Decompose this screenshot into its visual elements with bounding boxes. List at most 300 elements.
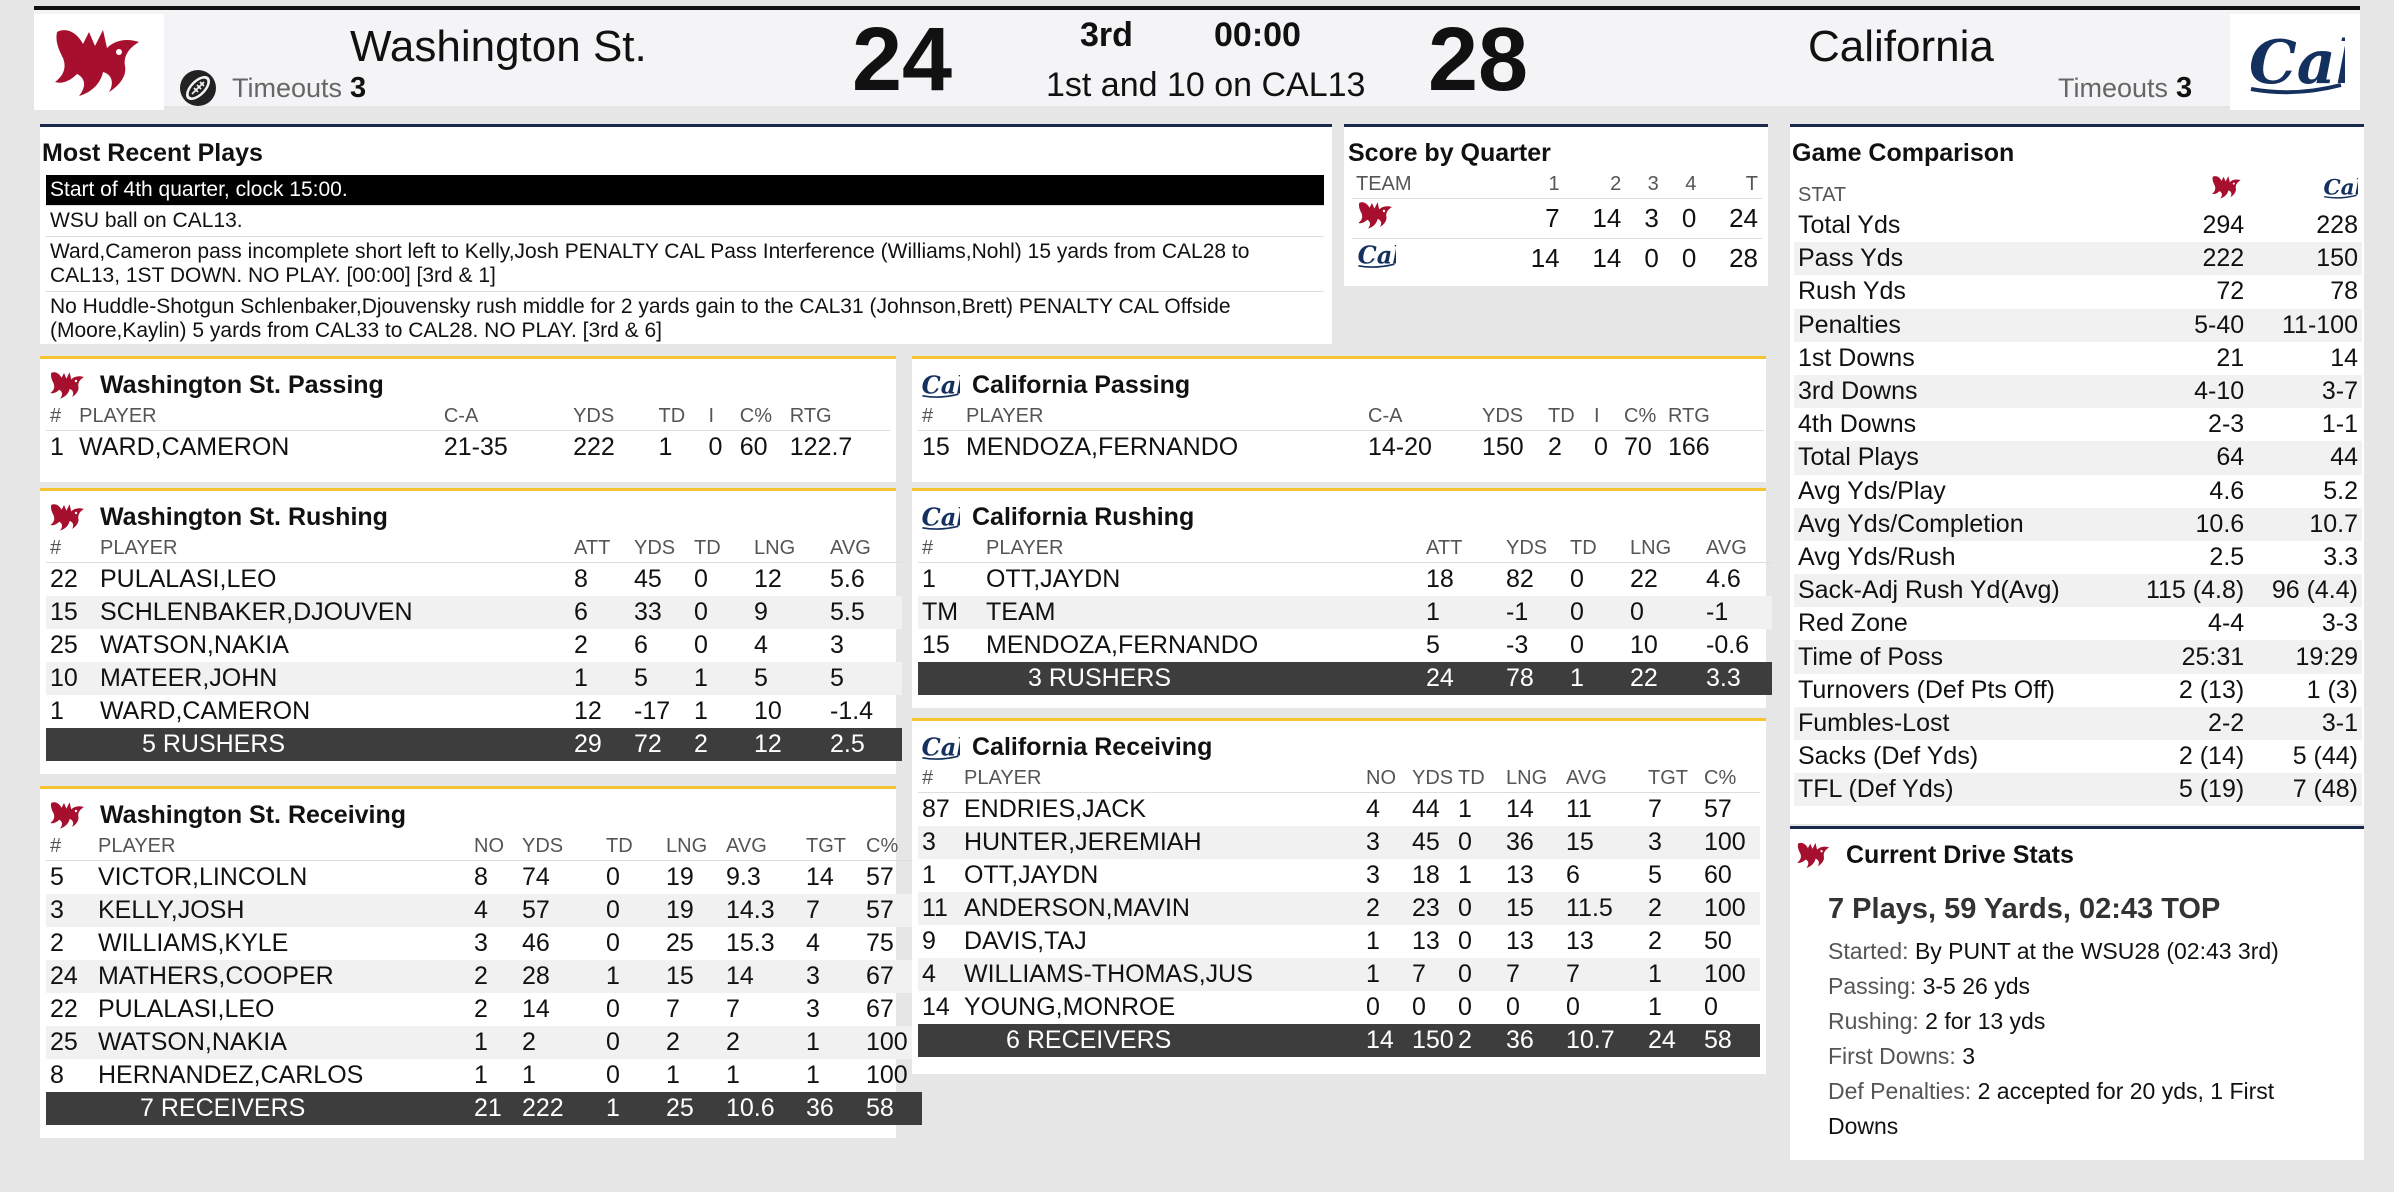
col-yds[interactable]: YDS (1506, 537, 1548, 559)
stat-cell: 4 (1366, 794, 1380, 823)
stat-cell: 1 (470, 1026, 518, 1059)
player-name[interactable]: PULALASI,LEO (100, 564, 277, 593)
stat-cell: 24 (46, 960, 94, 993)
stat-cell: 1 (474, 1060, 488, 1089)
cal-rushing-table (918, 535, 1772, 695)
stat-cell: -1 (1702, 596, 1772, 629)
stat-cell: 74 (522, 862, 550, 891)
player-name[interactable]: WARD,CAMERON (100, 696, 311, 725)
stat-cell: 60 (1704, 860, 1732, 889)
stat-cell: 15 (922, 630, 950, 659)
stat-cell: 15 (1562, 826, 1644, 859)
drive-passing: Passing: 3-5 26 yds (1828, 973, 2031, 999)
cal-stat-value: 150 (2248, 242, 2362, 275)
table-row (46, 894, 922, 927)
stat-cell: 0 (1454, 892, 1502, 925)
stat-cell: 5 (630, 662, 690, 695)
col-lng[interactable]: LNG (1630, 537, 1672, 559)
total-cell: 72 (630, 728, 690, 761)
player-name[interactable]: YOUNG,MONROE (964, 992, 1176, 1021)
col-q2: 2 (1610, 173, 1622, 195)
stat-cell: 0 (1454, 958, 1502, 991)
play-item[interactable]: Start of 4th quarter, clock 15:00. (46, 175, 1324, 206)
wsu-stat-value: 4-4 (2208, 609, 2245, 638)
col-rtg[interactable]: RTG (1668, 405, 1710, 427)
stat-cell: 7 (802, 894, 862, 927)
col-att[interactable]: ATT (574, 537, 611, 559)
col-[interactable]: # (50, 835, 62, 857)
stat-cell: 5 (1426, 630, 1440, 659)
stat-cell: 8 (50, 1060, 64, 1089)
stat-cell: 0 (602, 1026, 662, 1059)
player-name[interactable]: WARD,CAMERON (79, 432, 290, 461)
player-name[interactable]: OTT,JAYDN (986, 564, 1121, 593)
col-tgt[interactable]: TGT (1648, 767, 1688, 789)
stat-label: 4th Downs (1798, 410, 1917, 439)
drive-first-downs: First Downs: 3 (1828, 1043, 1975, 1069)
player-name[interactable]: WILLIAMS-THOMAS,JUS (960, 958, 1362, 991)
total-cell: 12 (750, 728, 826, 761)
stat-cell: 67 (866, 994, 894, 1023)
player-name[interactable]: TEAM (982, 596, 1422, 629)
stat-cell: 4 (470, 894, 518, 927)
player-name[interactable]: HUNTER,JEREMIAH (960, 826, 1362, 859)
stat-cell: 2 (1548, 432, 1562, 461)
stat-cell: 15 (46, 596, 96, 629)
wsu-stat-value: 5 (19) (2120, 773, 2248, 806)
stat-cell: 3 (1362, 826, 1408, 859)
comparison-row (1794, 740, 2362, 773)
wsu-passing-panel (40, 356, 896, 482)
stat-cell: 1 (1458, 794, 1472, 823)
col-yds[interactable]: YDS (1412, 767, 1454, 789)
wsu-logo-icon (48, 499, 88, 535)
stat-cell: 4 (754, 630, 768, 659)
stat-cell: 11 (1566, 794, 1592, 823)
table-row (918, 925, 1760, 958)
stat-cell: 5.5 (826, 596, 902, 629)
stat-cell: 0 (606, 862, 620, 891)
stat-label: Fumbles-Lost (1794, 707, 2120, 740)
stat-cell: 0 (606, 1060, 620, 1089)
cal-stat-value: 78 (2330, 277, 2358, 306)
stat-cell: 100 (1700, 958, 1760, 991)
drive-started: Started: By PUNT at the WSU28 (02:43 3rd) (1828, 938, 2279, 964)
comparison-row (1794, 441, 2362, 474)
player-name[interactable]: MENDOZA,FERNANDO (986, 630, 1259, 659)
col-att[interactable]: ATT (1426, 537, 1463, 559)
player-name[interactable]: WATSON,NAKIA (100, 630, 289, 659)
total-cell: 5 RUSHERS (96, 728, 570, 761)
stat-label: Sacks (Def Yds) (1798, 742, 1979, 771)
stat-cell: 19 (666, 862, 694, 891)
total-cell: 58 (1700, 1024, 1760, 1057)
total-cell: 2 (1454, 1024, 1502, 1057)
total-cell: 21 (470, 1092, 518, 1125)
stat-label: 3rd Downs (1794, 375, 2120, 408)
score-by-quarter-title: Score by Quarter (1348, 138, 1551, 167)
totals-row (46, 728, 902, 761)
stat-cell: 19 (662, 894, 722, 927)
stat-cell: 11.5 (1562, 892, 1644, 925)
cal-rushing-title: California Rushing (912, 491, 1766, 535)
stat-cell: 6 (634, 630, 648, 659)
stat-cell: 2 (1362, 892, 1408, 925)
total-cell: 3.3 (1702, 662, 1772, 695)
table-row (46, 596, 902, 629)
col-c[interactable]: C% (739, 405, 772, 427)
col-yds[interactable]: YDS (573, 405, 615, 427)
stat-cell: 2 (1648, 926, 1662, 955)
stat-cell: 10 (754, 696, 782, 725)
col-[interactable]: # (50, 405, 62, 427)
wsu-receiving-panel (40, 786, 908, 1138)
stat-cell: 100 (1700, 892, 1760, 925)
wsu-logo-icon (1794, 837, 1834, 873)
player-name[interactable]: DAVIS,TAJ (964, 926, 1087, 955)
stat-cell: 14 (522, 994, 550, 1023)
total-cell: 2 (690, 728, 750, 761)
comparison-row (1794, 242, 2362, 275)
col-player[interactable]: PLAYER (986, 537, 1064, 559)
cal-passing-title: California Passing (912, 359, 1766, 403)
wsu-rushing-title: Washington St. Rushing (40, 491, 896, 535)
stat-cell: 9 (922, 926, 936, 955)
col-td[interactable]: TD (606, 835, 633, 857)
col-c[interactable]: C% (866, 835, 899, 857)
stat-cell: 57 (518, 894, 602, 927)
table-row (918, 563, 1772, 596)
col-[interactable]: # (922, 767, 934, 789)
stat-cell: 0 (606, 994, 620, 1023)
cal-stat-value: 3.3 (2323, 542, 2358, 571)
stat-label: 1st Downs (1798, 343, 1915, 372)
col-[interactable]: # (922, 405, 934, 427)
away-team-name: California (1808, 22, 1994, 71)
stat-cell: 1 (1422, 596, 1502, 629)
comparison-row (1794, 275, 2362, 308)
stat-cell: 5 (826, 662, 902, 695)
player-name[interactable]: KELLY,JOSH (94, 894, 470, 927)
stat-cell: 6 (1566, 860, 1580, 889)
stat-cell: 0 (690, 596, 750, 629)
col-tgt[interactable]: TGT (806, 835, 846, 857)
col-player[interactable]: PLAYER (966, 405, 1044, 427)
col-i[interactable]: I (708, 405, 715, 427)
cal-stat-value: 3-3 (2321, 609, 2358, 638)
table-row (46, 431, 890, 464)
play-item[interactable]: No Huddle-Shotgun Schlenbaker,Djouvensky rush middle for 2 yards gain to the CAL31 (Johnson,Brett) PENALTY CAL Offside (Moore,Kaylin) 5 yards from CAL33 to CAL28. NO PLAY. [3rd & 6] (50, 295, 1231, 342)
stat-cell: 70 (1624, 432, 1652, 461)
col-td[interactable]: TD (1548, 405, 1575, 427)
stat-cell: 57 (866, 862, 894, 891)
total-cell (918, 662, 982, 695)
drive-summary: 7 Plays, 59 Yards, 02:43 TOP (1828, 893, 2221, 925)
stat-cell: 6 (570, 596, 630, 629)
score-by-quarter-panel (1344, 124, 1768, 286)
col-player[interactable]: PLAYER (100, 537, 178, 559)
stat-cell: 7 (1648, 794, 1662, 823)
drive-rushing: Rushing: 2 for 13 yds (1828, 1008, 2046, 1034)
wsu-stat-value: 5-40 (2120, 309, 2248, 342)
col-td[interactable]: TD (694, 537, 721, 559)
player-name[interactable]: OTT,JAYDN (964, 860, 1099, 889)
wsu-logo-icon (48, 367, 88, 403)
total-cell (918, 1024, 960, 1057)
stat-cell: -3 (1506, 630, 1529, 659)
stat-cell: 0 (1566, 992, 1580, 1021)
stat-cell: 1 (922, 860, 936, 889)
col-player[interactable]: PLAYER (98, 835, 176, 857)
stat-cell: 8 (574, 564, 588, 593)
stat-cell: 14 (922, 992, 950, 1021)
stat-cell: 1 (50, 696, 64, 725)
col-lng[interactable]: LNG (1506, 767, 1548, 789)
stat-cell: 3 (1366, 860, 1380, 889)
stat-cell: 57 (1704, 794, 1732, 823)
table-row (46, 1026, 922, 1059)
col-yds[interactable]: YDS (634, 537, 676, 559)
stat-cell: 0 (708, 432, 723, 461)
col-i[interactable]: I (1594, 405, 1600, 427)
cal-passing-table (918, 403, 1764, 464)
stat-cell: 1 (570, 662, 630, 695)
stat-cell: 8 (474, 862, 488, 891)
player-name[interactable]: MATEER,JOHN (96, 662, 570, 695)
wsu-stat-value: 64 (2120, 441, 2248, 474)
total-cell: 7 RECEIVERS (94, 1092, 470, 1125)
stat-cell: 5 (50, 862, 64, 891)
total-cell: 14 (1362, 1024, 1408, 1057)
cal-stat-value: 96 (4.4) (2248, 574, 2362, 607)
col-avg[interactable]: AVG (830, 537, 871, 559)
table-row (46, 695, 902, 728)
col-[interactable]: # (50, 537, 62, 559)
stat-cell: 0 (1570, 630, 1584, 659)
stat-cell: TM (918, 596, 982, 629)
cal-logo-icon (920, 367, 960, 403)
wsu-stat-value: 25:31 (2120, 640, 2248, 673)
col-avg[interactable]: AVG (1706, 537, 1747, 559)
col-td[interactable]: TD (1570, 537, 1597, 559)
stat-cell: 2 (574, 630, 588, 659)
stat-cell: 14 (722, 960, 802, 993)
player-name[interactable]: WILLIAMS,KYLE (98, 928, 289, 957)
stat-cell: 1 (50, 432, 64, 461)
cal-logo-icon (2230, 14, 2360, 110)
wsu-stat-value: 2 (14) (2178, 742, 2245, 771)
stat-cell: 18 (1426, 564, 1454, 593)
total-cell: 3 RUSHERS (982, 662, 1422, 695)
stat-cell: 1 (726, 1060, 740, 1089)
stat-cell: 22 (1630, 564, 1658, 593)
stat-cell: 0 (1704, 992, 1718, 1021)
home-score: 24 (852, 10, 953, 110)
col-c[interactable]: C% (1624, 405, 1657, 427)
col-lng[interactable]: LNG (754, 537, 796, 559)
stat-cell: 50 (1704, 926, 1732, 955)
stat-cell: 12 (754, 564, 782, 593)
col-[interactable]: # (922, 537, 934, 559)
wsu-stat-value: 4-10 (2120, 375, 2248, 408)
comparison-row (1794, 773, 2362, 806)
stat-label: Total Plays (1794, 441, 2120, 474)
stat-cell: 25 (46, 1026, 94, 1059)
score-by-quarter-table (1352, 171, 1762, 279)
cal-stat-value: 1-1 (2321, 410, 2358, 439)
stat-cell: 13 (1412, 926, 1440, 955)
col-no[interactable]: NO (1366, 767, 1396, 789)
stat-cell: 0 (1506, 992, 1520, 1021)
total-cell: 25 (662, 1092, 722, 1125)
col-rtg[interactable]: RTG (789, 405, 832, 427)
football-possession-icon (178, 68, 218, 108)
total-cell: 36 (802, 1092, 862, 1125)
stat-cell: 36 (1502, 826, 1562, 859)
stat-cell: 0 (694, 564, 708, 593)
stat-cell: 1 (602, 960, 662, 993)
col-q3: 3 (1647, 173, 1659, 195)
wsu-stat-value: 10.6 (2120, 508, 2248, 541)
col-ca[interactable]: C-A (1368, 405, 1403, 427)
stat-cell: 11 (918, 892, 960, 925)
col-q4: 4 (1685, 173, 1697, 195)
stat-cell: 28 (518, 960, 602, 993)
comparison-row (1794, 607, 2362, 640)
stat-cell: 2 (1644, 892, 1700, 925)
player-name[interactable]: VICTOR,LINCOLN (98, 862, 308, 891)
total-cell: 24 (1644, 1024, 1700, 1057)
col-td[interactable]: TD (658, 405, 686, 427)
player-name[interactable]: SCHLENBAKER,DJOUVEN (96, 596, 570, 629)
player-name[interactable]: WATSON,NAKIA (94, 1026, 470, 1059)
stat-cell: 67 (862, 960, 922, 993)
stat-cell: 2 (722, 1026, 802, 1059)
col-yds[interactable]: YDS (1482, 405, 1524, 427)
cal-stat-value: 3-7 (2248, 375, 2362, 408)
cal-logo-icon (920, 729, 960, 765)
total-cell: 58 (862, 1092, 922, 1125)
table-row (46, 629, 902, 662)
stat-cell: 15.3 (726, 928, 775, 957)
cal-rushing-panel (912, 488, 1766, 708)
current-drive-title: Current Drive Stats (1790, 829, 2364, 873)
play-item[interactable]: WSU ball on CAL13. (46, 206, 1324, 237)
table-row (46, 927, 922, 960)
stat-label: TFL (Def Yds) (1794, 773, 2120, 806)
stat-cell: 1 (1366, 926, 1380, 955)
stat-cell: 14 (1506, 794, 1534, 823)
stat-cell: 222 (573, 432, 615, 461)
player-name[interactable]: MATHERS,COOPER (94, 960, 470, 993)
game-clock: 00:00 (1214, 16, 1301, 54)
total-cell: 78 (1502, 662, 1566, 695)
cal-stat-value: 11-100 (2248, 309, 2362, 342)
stat-label: Turnovers (Def Pts Off) (1798, 675, 2056, 704)
stat-cell: 100 (862, 1026, 922, 1059)
stat-cell: 22 (50, 564, 78, 593)
total-cell (46, 728, 96, 761)
col-lng[interactable]: LNG (666, 835, 708, 857)
col-td[interactable]: TD (1458, 767, 1485, 789)
comparison-row (1794, 342, 2362, 375)
scoreboard (34, 6, 2360, 110)
stat-cell: 3 (474, 928, 488, 957)
cal-logo-icon (920, 499, 960, 535)
stat-cell: 15 (1502, 892, 1562, 925)
player-name[interactable]: ANDERSON,MAVIN (960, 892, 1362, 925)
player-name[interactable]: HERNANDEZ,CARLOS (98, 1060, 364, 1089)
col-q1: 1 (1548, 173, 1560, 195)
recent-plays-panel (40, 124, 1332, 344)
table-row (918, 793, 1760, 826)
table-row (918, 596, 1772, 629)
table-row (918, 859, 1760, 892)
total-cell: 6 RECEIVERS (960, 1024, 1362, 1057)
total-cell (46, 1092, 94, 1125)
wsu-stat-value: 21 (2216, 343, 2245, 372)
comparison-row (1794, 541, 2362, 574)
col-no[interactable]: NO (474, 835, 504, 857)
player-name[interactable]: PULALASI,LEO (98, 994, 275, 1023)
stat-cell: 122.7 (789, 432, 853, 461)
stat-cell: 33 (630, 596, 690, 629)
table-row: 7 14 3 0 24 (1352, 199, 1762, 239)
cal-receiving-panel (912, 718, 1766, 1074)
cal-stat-value: 10.7 (2248, 508, 2362, 541)
wsu-stat-value: 4.6 (2209, 476, 2245, 505)
col-player[interactable]: PLAYER (964, 767, 1042, 789)
stat-cell: 45 (634, 564, 662, 593)
stat-cell: 2 (474, 994, 488, 1023)
stat-cell: 0 (1566, 596, 1626, 629)
stat-label: Sack-Adj Rush Yd(Avg) (1794, 574, 2120, 607)
stat-cell: 0 (1570, 564, 1584, 593)
stat-cell: 46 (522, 928, 550, 957)
wsu-stat-value: 2-2 (2120, 707, 2248, 740)
stat-cell: 9.3 (726, 862, 761, 891)
totals-row (918, 1024, 1760, 1057)
col-avg[interactable]: AVG (726, 835, 767, 857)
table-row (46, 993, 922, 1026)
stat-cell: 45 (1408, 826, 1454, 859)
col-ca[interactable]: C-A (443, 405, 479, 427)
player-name[interactable]: MENDOZA,FERNANDO (966, 432, 1239, 461)
col-yds[interactable]: YDS (522, 835, 564, 857)
stat-cell: 10 (46, 662, 96, 695)
player-name[interactable]: ENDRIES,JACK (964, 794, 1146, 823)
cal-logo-icon (2248, 171, 2362, 209)
comparison-row (1794, 408, 2362, 441)
stat-cell: 3 (802, 960, 862, 993)
stat-cell: 18 (1412, 860, 1440, 889)
stat-cell: -1.4 (830, 696, 874, 725)
stat-cell: 60 (739, 432, 768, 461)
stat-cell: 0 (606, 928, 620, 957)
play-item[interactable]: Ward,Cameron pass incomplete short left to Kelly,Josh PENALTY CAL Pass Interference (Williams,Nohl) 15 yards from CAL28 to CAL13, 1ST DOWN. NO PLAY. [00:00] [3rd & 1] (46, 237, 1324, 292)
cal-logo-icon (1352, 239, 1502, 279)
stat-cell: 0 (694, 630, 708, 659)
total-cell: 22 (1626, 662, 1702, 695)
col-player[interactable]: PLAYER (79, 405, 157, 427)
col-c[interactable]: C% (1704, 767, 1737, 789)
col-avg[interactable]: AVG (1566, 767, 1607, 789)
stat-cell: 15 (662, 960, 722, 993)
stat-cell: 4 (918, 958, 960, 991)
stat-label: Time of Poss (1794, 640, 2120, 673)
stat-cell: 7 (1502, 958, 1562, 991)
table-row (46, 861, 922, 894)
